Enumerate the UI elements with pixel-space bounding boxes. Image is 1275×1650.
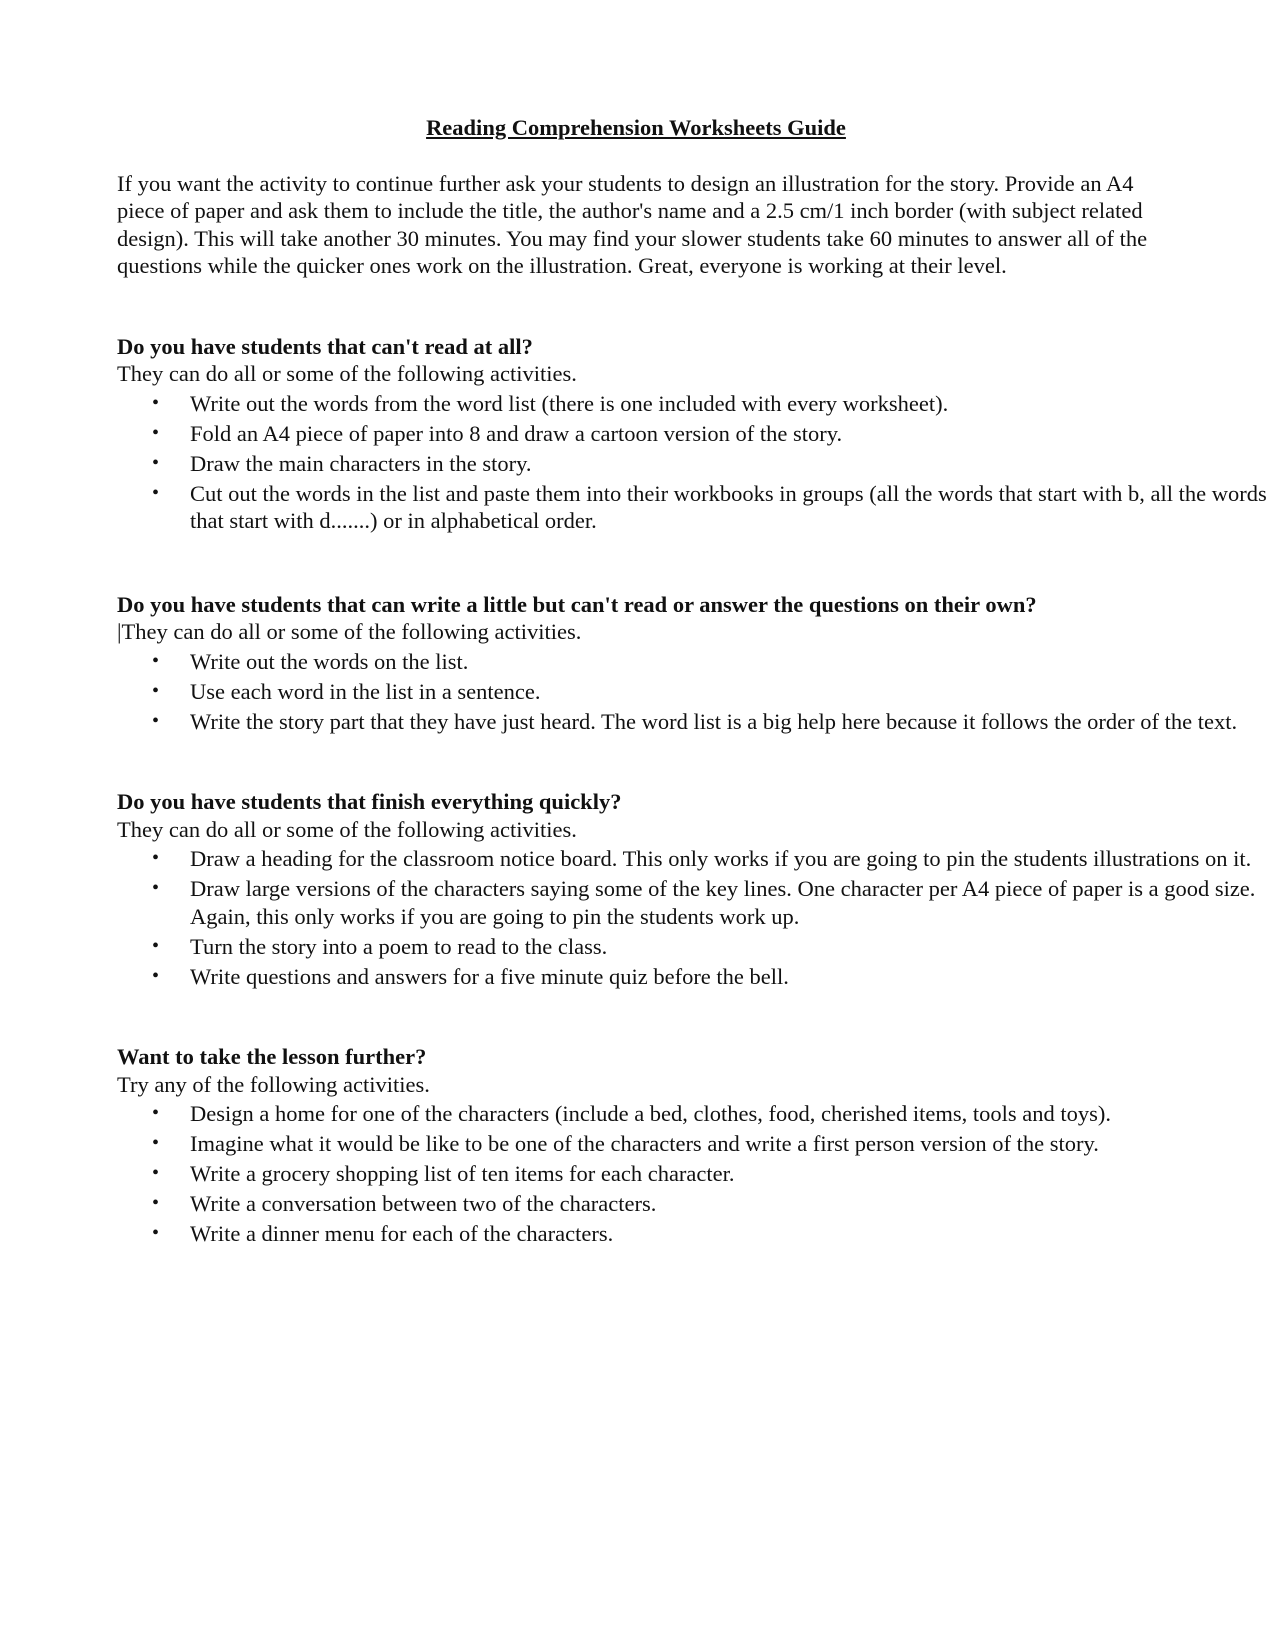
list-item-text: Write out the words on the list. <box>190 648 469 674</box>
list-item <box>117 1130 1270 1158</box>
section-can-write-little <box>117 591 1238 736</box>
bullet-icon: • <box>152 1102 160 1124</box>
bullet-list <box>117 845 1256 990</box>
list-item <box>117 1160 1270 1188</box>
section-lead: They can do all or some of the following activities. <box>117 816 577 842</box>
section-take-further <box>117 1043 1155 1248</box>
list-item-text: Write a conversation between two of the characters. <box>190 1191 657 1216</box>
section-cant-read <box>117 333 1267 535</box>
list-item-text: Use each word in the list in a sentence. <box>190 678 541 704</box>
bullet-icon: • <box>152 421 160 444</box>
list-item <box>117 678 1270 706</box>
list-item-text: Cut out the words in the list and paste them into their workbooks in groups (all the words that start with b, all the words that start with d.......) or in alphabetical order. <box>190 480 1267 533</box>
list-item-text: Write a grocery shopping list of ten items for each character. <box>190 1161 735 1186</box>
document-title: Reading Comprehension Worksheets Guide <box>426 115 846 140</box>
list-item <box>117 708 1270 736</box>
list-item <box>117 875 1270 930</box>
section-lead: They can do all or some of the following activities. <box>117 361 577 386</box>
section-heading: Do you have students that can't read at all? <box>117 333 533 359</box>
list-item-text: Draw large versions of the characters saying some of the key lines. One character per A4 piece of paper is a good size. Again, this only works if you are going to pin the students work up. <box>190 876 1256 929</box>
list-item-text: Write out the words from the word list (there is one included with every worksheet). <box>190 390 949 416</box>
bullet-icon: • <box>152 709 160 732</box>
list-item <box>117 1100 1270 1128</box>
bullet-icon: • <box>152 934 160 957</box>
bullet-list <box>117 1100 1155 1248</box>
bullet-icon: • <box>152 1132 160 1154</box>
section-lead: Try any of the following activities. <box>117 1071 430 1097</box>
list-item <box>117 1190 1270 1218</box>
list-item <box>117 390 1270 418</box>
bullet-icon: • <box>152 1192 160 1214</box>
list-item <box>117 648 1270 676</box>
list-item-text: Turn the story into a poem to read to the class. <box>190 933 608 959</box>
list-item-text: Draw the main characters in the story. <box>190 450 532 476</box>
section-lead: |They can do all or some of the following activities. <box>117 619 582 644</box>
list-item <box>117 845 1270 873</box>
bullet-icon: • <box>152 649 160 672</box>
list-item <box>117 1220 1270 1248</box>
bullet-icon: • <box>152 847 160 869</box>
bullet-icon: • <box>152 679 160 702</box>
bullet-icon: • <box>152 391 160 414</box>
bullet-icon: • <box>152 481 160 504</box>
intro-paragraph: If you want the activity to continue further ask your students to design an illustration for the story. Provide an A4 piece of paper and ask them to include the title, the author's name and a 2.5 cm/1 inch border (with subject related design). This will take another 30 minutes. You may find your slower students take 60 minutes to answer all of the questions while the quicker ones work on the illustration. Great, everyone is working at their level. <box>117 170 1148 278</box>
section-finish-quickly <box>117 788 1256 990</box>
list-item-text: Imagine what it would be like to be one of the characters and write a first person version of the story. <box>190 1131 1099 1156</box>
bullet-icon: • <box>152 877 160 899</box>
list-item <box>117 480 1270 535</box>
list-item <box>117 420 1270 448</box>
list-item <box>117 450 1270 478</box>
section-heading: Do you have students that can write a little but can't read or answer the questions on their own? <box>117 591 1037 617</box>
bullet-list <box>117 390 1267 535</box>
list-item-text: Design a home for one of the characters (include a bed, clothes, food, cherished items, tools and toys). <box>190 1101 1111 1126</box>
list-item-text: Write a dinner menu for each of the characters. <box>190 1221 614 1246</box>
list-item <box>117 933 1270 961</box>
bullet-icon: • <box>152 451 160 474</box>
list-item-text: Write the story part that they have just heard. The word list is a big help here because it follows the order of the text. <box>190 708 1238 734</box>
list-item-text: Write questions and answers for a five minute quiz before the bell. <box>190 963 789 989</box>
list-item-text: Fold an A4 piece of paper into 8 and draw a cartoon version of the story. <box>190 420 843 446</box>
bullet-icon: • <box>152 964 160 987</box>
section-heading: Want to take the lesson further? <box>117 1044 427 1069</box>
bullet-list <box>117 648 1238 736</box>
section-heading: Do you have students that finish everything quickly? <box>117 789 622 814</box>
list-item <box>117 963 1270 991</box>
bullet-icon: • <box>152 1162 160 1184</box>
bullet-icon: • <box>152 1222 160 1244</box>
list-item-text: Draw a heading for the classroom notice board. This only works if you are going to pin the students illustrations on it. <box>190 846 1252 871</box>
